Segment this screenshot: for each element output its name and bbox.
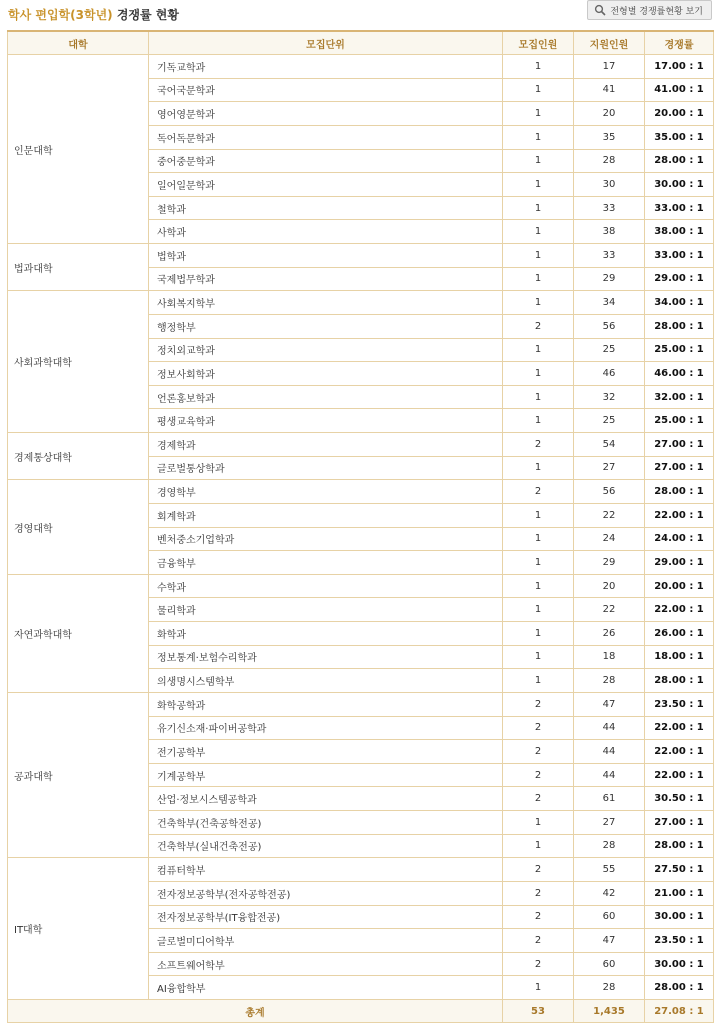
unit-cell: 화학공학과 xyxy=(149,692,503,716)
recruit-cell: 1 xyxy=(503,291,574,315)
recruit-cell: 1 xyxy=(503,976,574,1000)
unit-cell: 화학과 xyxy=(149,622,503,646)
recruit-cell: 1 xyxy=(503,385,574,409)
recruit-cell: 1 xyxy=(503,125,574,149)
applicants-cell: 56 xyxy=(574,314,645,338)
unit-cell: 독어독문학과 xyxy=(149,125,503,149)
col-header-recruit: 모집인원 xyxy=(503,31,574,55)
col-header-ratio: 경쟁률 xyxy=(645,31,714,55)
ratio-cell: 20.00 : 1 xyxy=(645,102,714,126)
page-title-main: 학사 편입학(3학년) xyxy=(8,8,113,22)
ratio-cell: 29.00 : 1 xyxy=(645,267,714,291)
page-title xyxy=(8,6,179,23)
ratio-cell: 27.00 : 1 xyxy=(645,811,714,835)
view-by-type-button[interactable] xyxy=(587,0,712,20)
applicants-cell: 35 xyxy=(574,125,645,149)
applicants-cell: 18 xyxy=(574,645,645,669)
table-row xyxy=(8,858,714,882)
unit-cell: 경영학부 xyxy=(149,480,503,504)
ratio-cell: 17.00 : 1 xyxy=(645,55,714,79)
applicants-cell: 28 xyxy=(574,669,645,693)
recruit-cell: 1 xyxy=(503,149,574,173)
applicants-cell: 41 xyxy=(574,78,645,102)
competition-table xyxy=(7,30,714,1023)
unit-cell: 회계학과 xyxy=(149,503,503,527)
ratio-cell: 27.00 : 1 xyxy=(645,433,714,457)
recruit-cell: 1 xyxy=(503,196,574,220)
applicants-cell: 29 xyxy=(574,551,645,575)
total-ratio: 27.08 : 1 xyxy=(645,1000,714,1023)
col-header-college: 대학 xyxy=(8,31,149,55)
applicants-cell: 17 xyxy=(574,55,645,79)
recruit-cell: 1 xyxy=(503,834,574,858)
table-header-row xyxy=(8,31,714,55)
recruit-cell: 2 xyxy=(503,905,574,929)
applicants-cell: 22 xyxy=(574,503,645,527)
applicants-cell: 27 xyxy=(574,456,645,480)
ratio-cell: 41.00 : 1 xyxy=(645,78,714,102)
applicants-cell: 56 xyxy=(574,480,645,504)
table-row xyxy=(8,291,714,315)
applicants-cell: 28 xyxy=(574,149,645,173)
recruit-cell: 2 xyxy=(503,480,574,504)
recruit-cell: 1 xyxy=(503,622,574,646)
applicants-cell: 33 xyxy=(574,196,645,220)
recruit-cell: 2 xyxy=(503,929,574,953)
applicants-cell: 26 xyxy=(574,622,645,646)
ratio-cell: 30.00 : 1 xyxy=(645,173,714,197)
unit-cell: 전기공학부 xyxy=(149,740,503,764)
table-row xyxy=(8,244,714,268)
unit-cell: 건축학부(실내건축전공) xyxy=(149,834,503,858)
applicants-cell: 33 xyxy=(574,244,645,268)
ratio-cell: 28.00 : 1 xyxy=(645,149,714,173)
total-label: 총계 xyxy=(8,1000,503,1023)
ratio-cell: 28.00 : 1 xyxy=(645,834,714,858)
applicants-cell: 61 xyxy=(574,787,645,811)
applicants-cell: 54 xyxy=(574,433,645,457)
applicants-cell: 28 xyxy=(574,834,645,858)
unit-cell: 기계공학부 xyxy=(149,763,503,787)
applicants-cell: 38 xyxy=(574,220,645,244)
recruit-cell: 1 xyxy=(503,645,574,669)
recruit-cell: 1 xyxy=(503,362,574,386)
unit-cell: 법학과 xyxy=(149,244,503,268)
applicants-cell: 55 xyxy=(574,858,645,882)
recruit-cell: 1 xyxy=(503,811,574,835)
unit-cell: 산업·정보시스템공학과 xyxy=(149,787,503,811)
ratio-cell: 22.00 : 1 xyxy=(645,598,714,622)
unit-cell: 평생교육학과 xyxy=(149,409,503,433)
applicants-cell: 25 xyxy=(574,338,645,362)
ratio-cell: 35.00 : 1 xyxy=(645,125,714,149)
unit-cell: 국어국문학과 xyxy=(149,78,503,102)
unit-cell: 정치외교학과 xyxy=(149,338,503,362)
ratio-cell: 34.00 : 1 xyxy=(645,291,714,315)
college-cell: IT대학 xyxy=(8,858,149,1000)
applicants-cell: 44 xyxy=(574,763,645,787)
applicants-cell: 60 xyxy=(574,952,645,976)
unit-cell: 정보통계·보험수리학과 xyxy=(149,645,503,669)
applicants-cell: 29 xyxy=(574,267,645,291)
unit-cell: 철학과 xyxy=(149,196,503,220)
ratio-cell: 28.00 : 1 xyxy=(645,480,714,504)
recruit-cell: 2 xyxy=(503,952,574,976)
ratio-cell: 28.00 : 1 xyxy=(645,976,714,1000)
ratio-cell: 28.00 : 1 xyxy=(645,314,714,338)
col-header-unit: 모집단위 xyxy=(149,31,503,55)
ratio-cell: 20.00 : 1 xyxy=(645,574,714,598)
recruit-cell: 1 xyxy=(503,338,574,362)
total-row xyxy=(8,1000,714,1023)
recruit-cell: 1 xyxy=(503,574,574,598)
college-cell: 공과대학 xyxy=(8,692,149,857)
recruit-cell: 1 xyxy=(503,220,574,244)
applicants-cell: 20 xyxy=(574,102,645,126)
applicants-cell: 46 xyxy=(574,362,645,386)
applicants-cell: 25 xyxy=(574,409,645,433)
unit-cell: 사회복지학부 xyxy=(149,291,503,315)
applicants-cell: 47 xyxy=(574,929,645,953)
applicants-cell: 60 xyxy=(574,905,645,929)
unit-cell: 경제학과 xyxy=(149,433,503,457)
recruit-cell: 1 xyxy=(503,669,574,693)
recruit-cell: 1 xyxy=(503,173,574,197)
recruit-cell: 1 xyxy=(503,267,574,291)
unit-cell: 전자정보공학부(전자공학전공) xyxy=(149,881,503,905)
ratio-cell: 46.00 : 1 xyxy=(645,362,714,386)
recruit-cell: 1 xyxy=(503,456,574,480)
unit-cell: 사학과 xyxy=(149,220,503,244)
applicants-cell: 20 xyxy=(574,574,645,598)
ratio-cell: 32.00 : 1 xyxy=(645,385,714,409)
ratio-cell: 23.50 : 1 xyxy=(645,929,714,953)
applicants-cell: 42 xyxy=(574,881,645,905)
college-cell: 경영대학 xyxy=(8,480,149,575)
unit-cell: 컴퓨터학부 xyxy=(149,858,503,882)
total-applicants: 1,435 xyxy=(574,1000,645,1023)
unit-cell: 중어중문학과 xyxy=(149,149,503,173)
page-title-tail: 경쟁률 현황 xyxy=(116,8,179,22)
unit-cell: AI융합학부 xyxy=(149,976,503,1000)
table-row xyxy=(8,692,714,716)
unit-cell: 정보사회학과 xyxy=(149,362,503,386)
table-row xyxy=(8,55,714,79)
recruit-cell: 2 xyxy=(503,314,574,338)
unit-cell: 기독교학과 xyxy=(149,55,503,79)
recruit-cell: 1 xyxy=(503,503,574,527)
college-cell: 경제통상대학 xyxy=(8,433,149,480)
unit-cell: 소프트웨어학부 xyxy=(149,952,503,976)
recruit-cell: 1 xyxy=(503,55,574,79)
applicants-cell: 44 xyxy=(574,716,645,740)
unit-cell: 행정학부 xyxy=(149,314,503,338)
recruit-cell: 1 xyxy=(503,598,574,622)
unit-cell: 건축학부(건축공학전공) xyxy=(149,811,503,835)
col-header-applicants: 지원인원 xyxy=(574,31,645,55)
ratio-cell: 33.00 : 1 xyxy=(645,244,714,268)
unit-cell: 전자정보공학부(IT융합전공) xyxy=(149,905,503,929)
recruit-cell: 2 xyxy=(503,763,574,787)
ratio-cell: 21.00 : 1 xyxy=(645,881,714,905)
recruit-cell: 1 xyxy=(503,78,574,102)
unit-cell: 글로벌통상학과 xyxy=(149,456,503,480)
ratio-cell: 29.00 : 1 xyxy=(645,551,714,575)
unit-cell: 물리학과 xyxy=(149,598,503,622)
recruit-cell: 2 xyxy=(503,692,574,716)
ratio-cell: 22.00 : 1 xyxy=(645,503,714,527)
ratio-cell: 25.00 : 1 xyxy=(645,409,714,433)
ratio-cell: 27.50 : 1 xyxy=(645,858,714,882)
table-row xyxy=(8,574,714,598)
ratio-cell: 25.00 : 1 xyxy=(645,338,714,362)
ratio-cell: 22.00 : 1 xyxy=(645,763,714,787)
ratio-cell: 27.00 : 1 xyxy=(645,456,714,480)
page-header xyxy=(8,0,712,26)
recruit-cell: 1 xyxy=(503,102,574,126)
recruit-cell: 1 xyxy=(503,527,574,551)
recruit-cell: 1 xyxy=(503,409,574,433)
unit-cell: 의생명시스템학부 xyxy=(149,669,503,693)
table-row xyxy=(8,433,714,457)
unit-cell: 언론홍보학과 xyxy=(149,385,503,409)
ratio-cell: 22.00 : 1 xyxy=(645,740,714,764)
unit-cell: 일어일문학과 xyxy=(149,173,503,197)
ratio-cell: 30.00 : 1 xyxy=(645,905,714,929)
recruit-cell: 2 xyxy=(503,787,574,811)
applicants-cell: 27 xyxy=(574,811,645,835)
unit-cell: 영어영문학과 xyxy=(149,102,503,126)
ratio-cell: 18.00 : 1 xyxy=(645,645,714,669)
unit-cell: 금융학부 xyxy=(149,551,503,575)
applicants-cell: 28 xyxy=(574,976,645,1000)
ratio-cell: 28.00 : 1 xyxy=(645,669,714,693)
unit-cell: 유기신소재·파이버공학과 xyxy=(149,716,503,740)
recruit-cell: 2 xyxy=(503,881,574,905)
search-icon xyxy=(594,4,606,16)
applicants-cell: 22 xyxy=(574,598,645,622)
applicants-cell: 30 xyxy=(574,173,645,197)
college-cell: 자연과학대학 xyxy=(8,574,149,692)
ratio-cell: 22.00 : 1 xyxy=(645,716,714,740)
unit-cell: 수학과 xyxy=(149,574,503,598)
ratio-cell: 30.00 : 1 xyxy=(645,952,714,976)
recruit-cell: 1 xyxy=(503,551,574,575)
recruit-cell: 1 xyxy=(503,244,574,268)
applicants-cell: 24 xyxy=(574,527,645,551)
view-by-type-label: 전형별 경쟁률현황 보기 xyxy=(610,6,703,17)
ratio-cell: 33.00 : 1 xyxy=(645,196,714,220)
recruit-cell: 2 xyxy=(503,716,574,740)
recruit-cell: 2 xyxy=(503,858,574,882)
ratio-cell: 23.50 : 1 xyxy=(645,692,714,716)
recruit-cell: 2 xyxy=(503,433,574,457)
ratio-cell: 26.00 : 1 xyxy=(645,622,714,646)
unit-cell: 국제법무학과 xyxy=(149,267,503,291)
college-cell: 법과대학 xyxy=(8,244,149,291)
unit-cell: 벤처중소기업학과 xyxy=(149,527,503,551)
college-cell: 인문대학 xyxy=(8,55,149,244)
applicants-cell: 47 xyxy=(574,692,645,716)
ratio-cell: 24.00 : 1 xyxy=(645,527,714,551)
applicants-cell: 32 xyxy=(574,385,645,409)
unit-cell: 글로벌미디어학부 xyxy=(149,929,503,953)
applicants-cell: 44 xyxy=(574,740,645,764)
table-row xyxy=(8,480,714,504)
college-cell: 사회과학대학 xyxy=(8,291,149,433)
total-recruit: 53 xyxy=(503,1000,574,1023)
ratio-cell: 30.50 : 1 xyxy=(645,787,714,811)
applicants-cell: 34 xyxy=(574,291,645,315)
table-body xyxy=(8,55,714,1000)
recruit-cell: 2 xyxy=(503,740,574,764)
ratio-cell: 38.00 : 1 xyxy=(645,220,714,244)
